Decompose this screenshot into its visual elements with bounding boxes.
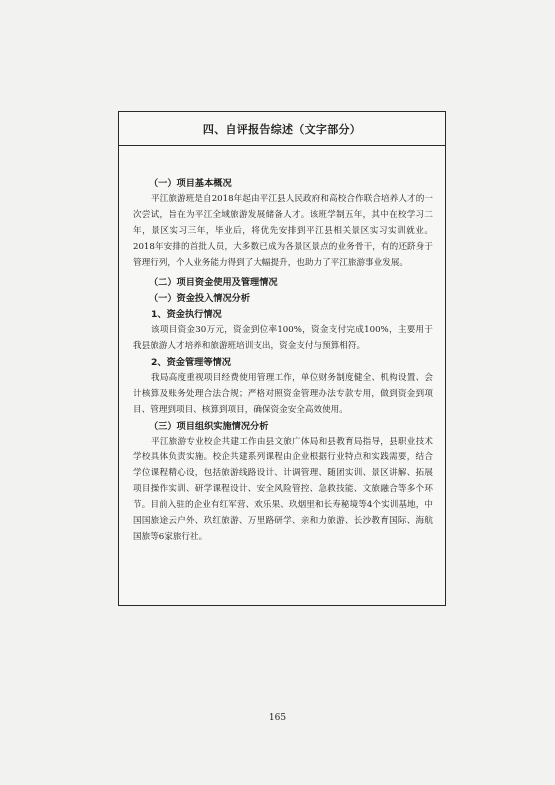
heading-funds: （二）项目资金使用及管理情况 — [149, 277, 278, 289]
paragraph-execution: 该项目资金30万元，资金到位率100%，资金支付完成100%，主要用于我县旅游人才培养和旅游班培训支出，资金支付与预算相符。 — [133, 325, 433, 352]
heading-execution: 1、资金执行情况 — [151, 309, 222, 321]
heading-funds-input: （一）资金投入情况分析 — [149, 293, 251, 305]
heading-management: 2、资金管理等情况 — [151, 356, 231, 368]
report-content — [119, 146, 445, 546]
paragraph-management: 我局高度重视项目经费使用管理工作，单位财务制度健全、机构设置、会计核算及账务处理合法合规；严格对照资金管理办法专款专用，做到资金到项目、管理到项目、核算到项目，确保资金安全高效使用。 — [133, 372, 433, 415]
paragraph-organization: 平江旅游专业校企共建工作由县文旅广体局和县教育局指导，县职业技术学校具体负责实施。校企共建系列课程由企业根据行业特点和实践需要，结合学位课程精心设，包括旅游线路设计、计调管理、随团实训、景区讲解、拓展项目操作实训、研学课程设计、安全风险管控、急救技能、文旅融合等多个环节。目前入驻的企业有红军营、欢乐果、玖烟里和长寿秘境等4个实训基地，中国国旅途云户外、玖红旅游、万里路研学、亲和力旅游、长沙教育国际、海航国旅等6家旅行社。 — [133, 436, 433, 542]
report-table — [118, 111, 446, 606]
page-number: 165 — [268, 713, 287, 723]
section-title: 四、自评报告综述（文字部分） — [202, 122, 362, 136]
paragraph-overview: 平江旅游班是自2018年起由平江县人民政府和高校合作联合培养人才的一次尝试，旨在为平江全域旅游发展储备人才。该班学制五年，其中在校学习二年，景区实习三年，毕业后，将优先安排到平江县相关景区实习实训就业。2018年安排的首批人员，大多数已成为各景区景点的业务骨干，有的还跻身于管理行列，个人业务能力得到了大幅提升，也助力了平江旅游事业发展。 — [133, 193, 433, 268]
heading-organization: （三）项目组织实施情况分析 — [149, 420, 269, 432]
section-header-row — [119, 112, 445, 146]
heading-overview: （一）项目基本概况 — [149, 178, 232, 189]
